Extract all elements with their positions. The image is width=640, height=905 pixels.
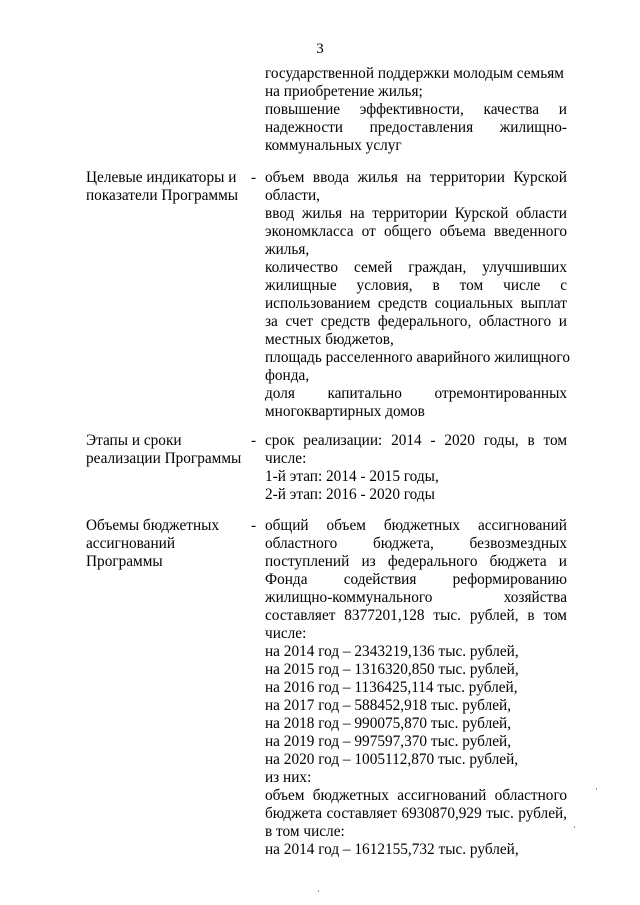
- text-line: на приобретение жилья;: [265, 83, 423, 100]
- section-label: Этапы и сроки: [86, 432, 182, 449]
- text-line: 1-й этап: 2014 - 2015 годы,: [265, 468, 439, 485]
- text-line: 2-й этап: 2016 - 2020 годы: [265, 486, 435, 503]
- text-line: местных бюджетов,: [265, 331, 394, 348]
- scan-speck: [574, 826, 575, 828]
- list-dash: -: [251, 432, 257, 449]
- text-line: на 2016 год – 1136425,114 тыс. рублей,: [265, 679, 518, 696]
- section-label: показатели Программы: [86, 187, 239, 204]
- text-line: в том числе:: [265, 823, 345, 840]
- text-line: областного бюджета, безвозмездных: [265, 535, 567, 552]
- text-line: площадь расселенного аварийного жилищного: [265, 349, 570, 366]
- section-label: Программы: [86, 553, 163, 570]
- text-line: за счет средств федерального, областного и: [265, 313, 567, 330]
- text-line: жилищно-коммунального хозяйства: [265, 589, 567, 606]
- text-line: повышение эффективности, качества и: [265, 101, 567, 118]
- scan-speck: [596, 788, 597, 790]
- text-line: объем ввода жилья на территории Курской: [265, 169, 567, 186]
- text-line: Фонда содействия реформированию: [265, 571, 567, 588]
- text-line: ввод жилья на территории Курской области: [265, 205, 567, 222]
- text-line: числе:: [265, 625, 307, 642]
- text-line: надежности предоставления жилищно-: [265, 119, 567, 136]
- scan-speck: [318, 890, 319, 892]
- text-line: на 2014 год – 2343219,136 тыс. рублей,: [265, 643, 519, 660]
- section-label: ассигнований: [86, 535, 176, 552]
- text-line: общий объем бюджетных ассигнований: [265, 517, 567, 534]
- text-line: фонда,: [265, 367, 310, 384]
- text-line: на 2020 год – 1005112,870 тыс. рублей,: [265, 751, 519, 768]
- text-line: срок реализации: 2014 - 2020 годы, в том: [265, 432, 567, 449]
- text-line: доля капитально отремонтированных: [265, 385, 567, 402]
- text-line: жилищные условия, в том числе с: [265, 277, 567, 294]
- text-line: объем бюджетных ассигнований областного: [265, 787, 567, 804]
- page-number: 3: [316, 41, 324, 57]
- text-line: коммунальных услуг: [265, 137, 402, 154]
- text-line: на 2019 год – 997597,370 тыс. рублей,: [265, 733, 512, 750]
- text-line: количество семей граждан, улучшивших: [265, 259, 567, 276]
- text-line: жилья,: [265, 241, 310, 258]
- list-dash: -: [251, 517, 257, 534]
- text-line: многоквартирных домов: [265, 403, 425, 420]
- text-line: на 2017 год – 588452,918 тыс. рублей,: [265, 697, 512, 714]
- text-line: составляет 8377201,128 тыс. рублей, в том: [265, 607, 567, 624]
- text-line: использованием средств социальных выплат: [265, 295, 567, 312]
- text-line: экономкласса от общего объема введенного: [265, 223, 567, 240]
- text-line: бюджета составляет 6930870,929 тыс. рублей,: [265, 805, 567, 822]
- section-label: Целевые индикаторы и: [86, 169, 237, 186]
- text-line: из них:: [265, 769, 312, 786]
- text-line: на 2015 год – 1316320,850 тыс. рублей,: [265, 661, 519, 678]
- section-label: реализации Программы: [86, 450, 242, 467]
- text-line: на 2018 год – 990075,870 тыс. рублей,: [265, 715, 512, 732]
- text-line: числе:: [265, 450, 307, 467]
- list-dash: -: [251, 169, 257, 186]
- section-label: Объемы бюджетных: [86, 517, 220, 534]
- text-line: на 2014 год – 1612155,732 тыс. рублей,: [265, 841, 519, 858]
- text-line: области,: [265, 187, 320, 204]
- text-line: поступлений из федерального бюджета и: [265, 553, 567, 570]
- text-line: государственной поддержки молодым семьям: [265, 65, 564, 82]
